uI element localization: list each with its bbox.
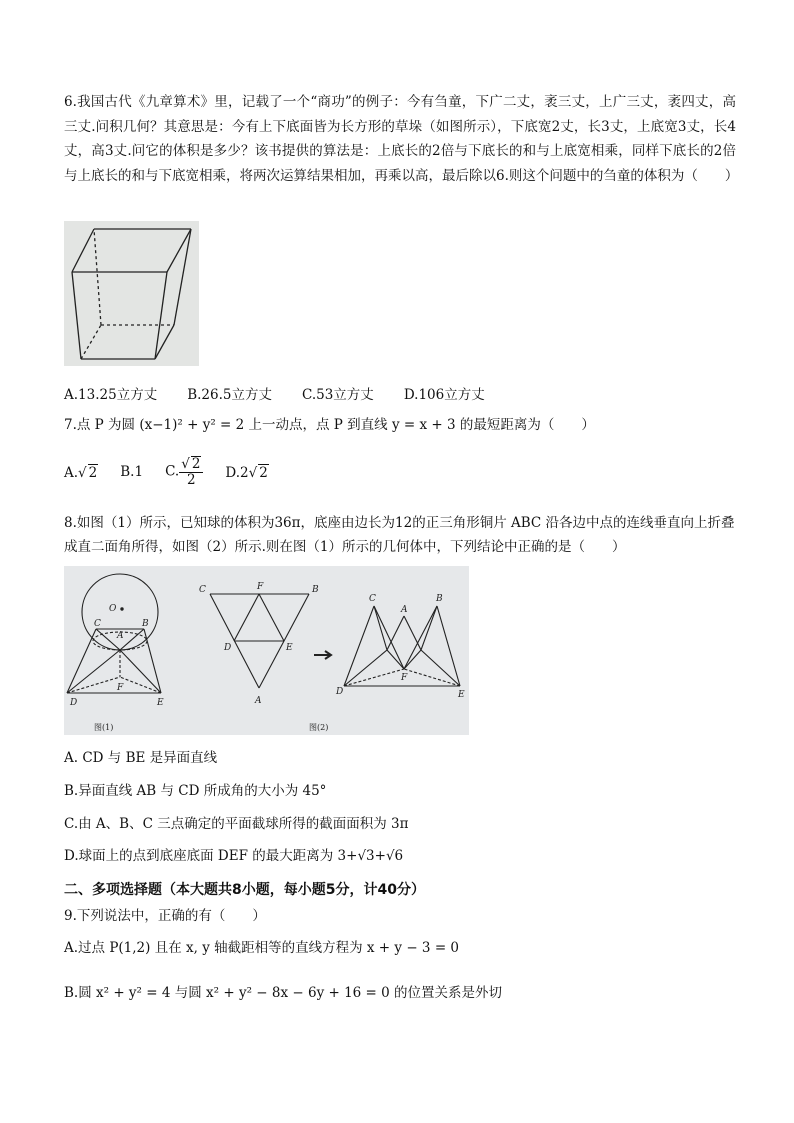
fig1-label-o: O xyxy=(109,604,117,614)
q8-option-b[interactable]: B.异面直线 AB 与 CD 所成角的大小为 45° xyxy=(64,783,327,799)
q7-option-a[interactable]: A.√ 2 xyxy=(64,464,98,481)
fig1-label-e: E xyxy=(157,698,164,708)
fig2-label-f: F xyxy=(257,582,264,592)
q8-option-a[interactable]: A. CD 与 BE 是异面直线 xyxy=(64,750,218,766)
q7-option-d-label: D.2 xyxy=(225,464,249,481)
question-8-text: 8.如图（1）所示，已知球的体积为36π，底座由边长为12的正三角形铜片 ABC 沿各边中点的连线垂直向上折叠成直二面角所得，如图（2）所示.则在图（1）所示的几何体中，下列结论中正确的是（ ） xyxy=(64,515,735,555)
fig1-label-f: F xyxy=(117,683,124,693)
fig1-label-c: C xyxy=(94,619,101,629)
q7-option-c[interactable] xyxy=(165,456,203,488)
fig1-label-b: B xyxy=(142,619,149,629)
question-9-text: 9.下列说法中，正确的有（ ） xyxy=(64,908,266,924)
q7-option-d-radicand: 2 xyxy=(259,464,268,481)
fig2-label-d: D xyxy=(224,643,232,653)
q7-option-c-label: C. xyxy=(165,463,180,480)
fig2r-label-d: D xyxy=(336,687,344,697)
sphere-base-figure xyxy=(64,566,469,735)
fig2r-label-c: C xyxy=(369,594,376,604)
fig2-label-b: B xyxy=(312,585,319,595)
fig2r-label-f: F xyxy=(401,673,408,683)
q9-option-a[interactable]: A.过点 P(1,2) 且在 x, y 轴截距相等的直线方程为 x + y − 3 = 0 xyxy=(64,940,460,956)
sphere-base-drawing xyxy=(64,566,469,735)
q7-option-d[interactable]: D.2√ 2 xyxy=(225,464,268,481)
q6-option-d[interactable]: D.106立方丈 xyxy=(403,387,485,403)
fig2-caption: 图(2) xyxy=(309,723,329,732)
question-7-text: 7.点 P 为圆 (x−1)² + y² = 2 上一动点，点 P 到直线 y = x + 3 的最短距离为（ ） xyxy=(64,417,595,433)
q8-option-d[interactable]: D.球面上的点到底座底面 DEF 的最大距离为 3+√3+√6 xyxy=(64,848,404,864)
fig2r-label-b: B xyxy=(436,594,443,604)
q8-option-c[interactable]: C.由 A、B、C 三点确定的平面截球所得的截面面积为 3π xyxy=(64,816,409,832)
question-6-options xyxy=(64,383,485,403)
q7-option-b[interactable]: B.1 xyxy=(120,464,144,480)
q7-option-a-label: A. xyxy=(64,464,79,481)
q7-option-c-fraction: $\frac{√ 2}{2}$ xyxy=(179,456,203,488)
frustum-drawing xyxy=(64,221,199,366)
q6-option-c[interactable]: C.53立方丈 xyxy=(301,387,374,403)
frustum-figure xyxy=(64,221,199,366)
fig2-label-c: C xyxy=(199,585,206,595)
fig1-label-d: D xyxy=(70,698,78,708)
fig2r-label-a: A xyxy=(401,605,408,615)
fig1-caption: 图(1) xyxy=(94,723,114,732)
q6-option-a[interactable]: A.13.25立方丈 xyxy=(64,387,158,403)
fig2-label-a: A xyxy=(255,696,262,706)
q9-option-b[interactable]: B.圆 x² + y² = 4 与圆 x² + y² − 8x − 6y + 16 = 0 的位置关系是外切 xyxy=(64,985,503,1001)
q7-option-a-radicand: 2 xyxy=(88,464,98,481)
q7-option-c-denominator: 2 xyxy=(187,472,196,488)
fig2-label-e: E xyxy=(286,643,293,653)
q7-option-c-numerator: 2 xyxy=(191,456,201,472)
question-6-text: 6.我国古代《九章算术》里，记载了一个“商功”的例子：今有刍童，下广二丈，袤三丈，上广三丈，袤四丈，高三丈.问积几何？其意思是：今有上下底面皆为长方形的草垛（如图所示），下底宽2丈，长3丈，上底宽3丈，长4丈，高3丈.问它的体积是多少？该书提供的算法是：上底长的2倍与下底长的和与上底宽相乘，同样下底长的2倍与上底长的和与下底宽相乘，将两次运算结果相加，再乘以高，最后除以6.则这个问题中的刍童的体积为（ ） xyxy=(64,94,739,184)
q6-option-b[interactable]: B.26.5立方丈 xyxy=(187,387,272,403)
fig2r-label-e: E xyxy=(458,690,465,700)
section-2-heading: 二、多项选择题（本大题共8小题，每小题5分，计40分） xyxy=(64,882,425,898)
fig1-label-a: A xyxy=(117,631,124,641)
question-7-options xyxy=(64,456,269,488)
